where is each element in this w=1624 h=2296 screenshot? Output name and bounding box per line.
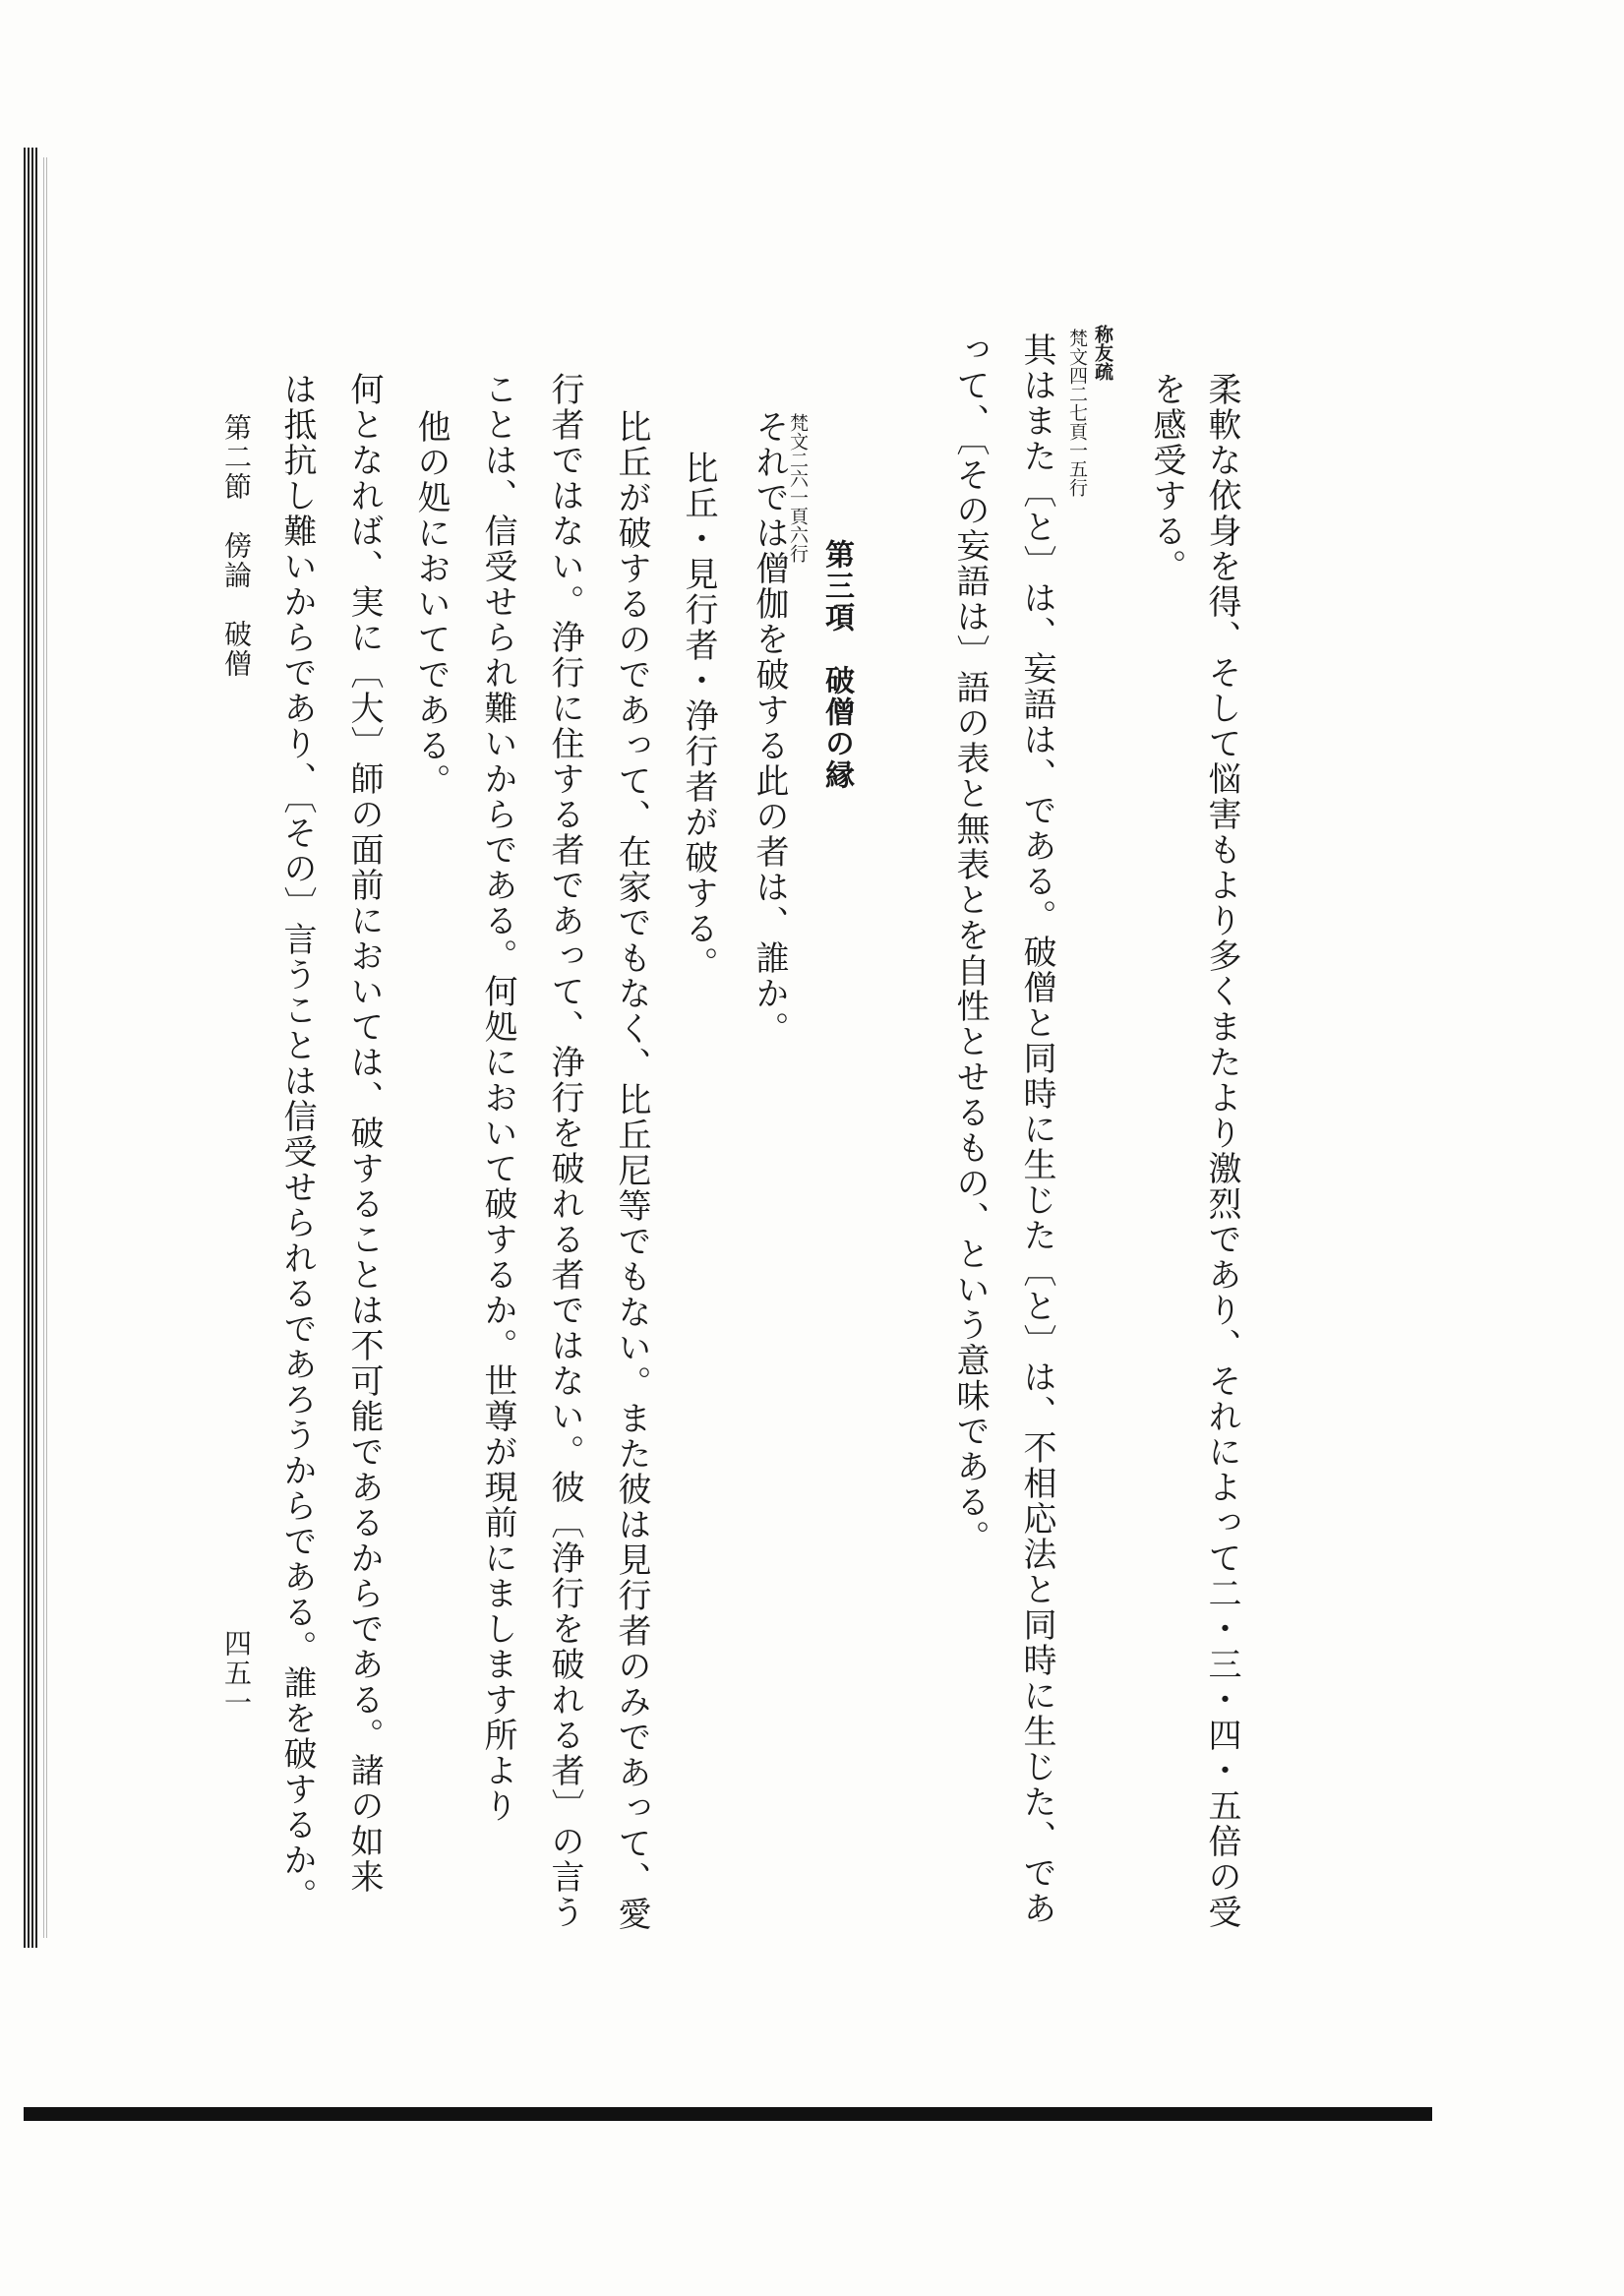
sanskrit-reference-2: 梵文二六一頁六行 (787, 413, 809, 563)
text-line-7: 比丘が破するのであって、在家でもなく、比丘尼等でもない。また彼は見行者のみであって、愛 (612, 409, 651, 1932)
text-line-10: 他の処においてである。 (411, 409, 451, 799)
scan-binding-edge (24, 148, 37, 1948)
text-line-2: を感受する。 (1147, 372, 1186, 584)
text-line-1: 柔軟な依身を得、そして悩害もより多くまたより激烈であり、それによって二・三・四・五倍の受 (1202, 372, 1241, 1930)
text-line-11: 何となれば、実に〔大〕師の面前においては、破することは不可能であるからである。諸の如来 (344, 372, 384, 1895)
text-line-8: 行者ではない。浄行に住する者であって、浄行を破れる者ではない。彼〔浄行を破れる者〕の言う (545, 372, 584, 1930)
commentary-label: 称友疏 (1092, 325, 1113, 381)
text-line-9: ことは、信受せられ難いからである。何処において破するか。世尊が現前にまします所より (478, 372, 517, 1824)
text-line-6: 比丘・見行者・浄行者が破する。 (679, 451, 718, 982)
text-line-3: 其はまた〔と〕は、妄語は、である。破僧と同時に生じた〔と〕は、不相応法と同時に生じた、であ (1017, 332, 1056, 1926)
page-number: 四五一 (220, 1629, 253, 1718)
scan-binding-edge-faint (43, 157, 49, 1938)
text-line-4: って、〔その妄語は〕語の表と無表とを自性とせるもの、という意味である。 (950, 332, 990, 1555)
sanskrit-reference-1: 梵文四二七頁一五行 (1066, 329, 1088, 497)
scan-bottom-edge (24, 2107, 1432, 2121)
running-head: 第二節 傍論 破僧 (220, 413, 253, 679)
section-heading: 第三項 破僧の縁 (819, 539, 854, 791)
text-line-5: それでは僧伽を破する此の者は、誰か。 (750, 409, 789, 1047)
text-line-12: は抵抗し難いからであり、〔その〕言うことは信受せられるであろうからである。誰を破するか。 (277, 372, 317, 1913)
